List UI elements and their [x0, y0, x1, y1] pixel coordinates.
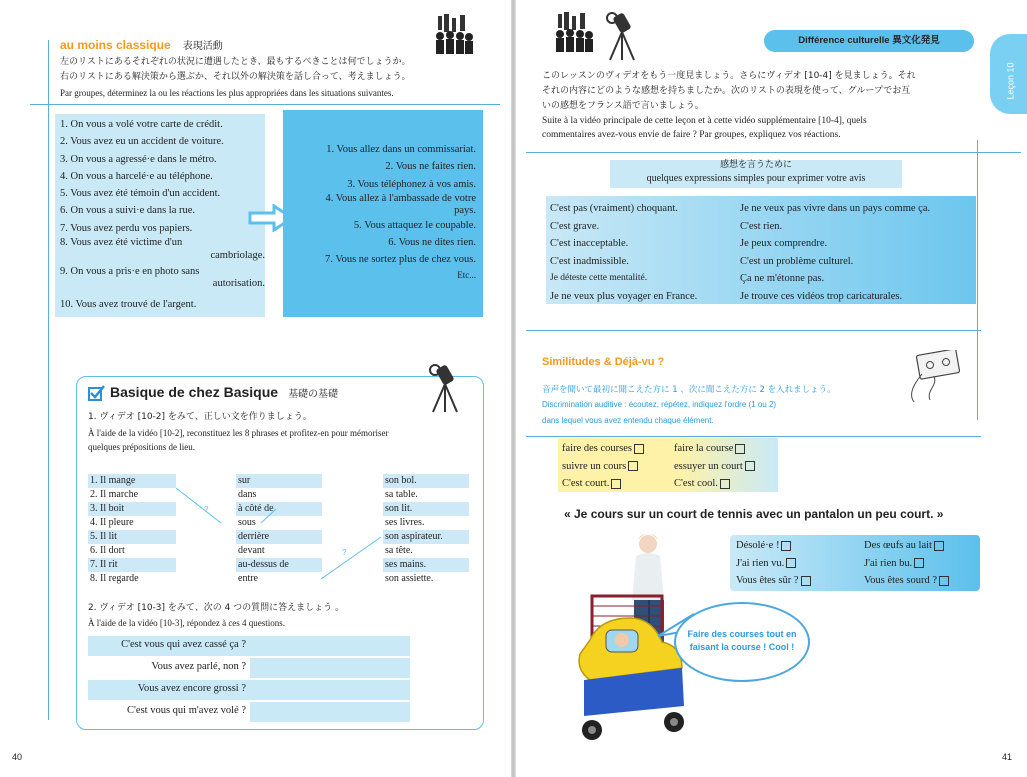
pair-item[interactable]: faire des courses — [562, 440, 644, 458]
situation-item: 3. On vous a agressé·e dans le métro. — [60, 153, 217, 165]
intro-fr-2: commentaires avez-vous envie de faire ? Par groupes, expliquez vos réactions. — [542, 130, 841, 140]
similitudes-instr-fr-2: dans lequel vous avez entendu chaque élément. — [542, 416, 714, 425]
expression-item: Je peux comprendre. — [740, 238, 828, 249]
object-cell: ses mains. — [383, 558, 469, 572]
replies-right — [864, 537, 949, 590]
page-number: 41 — [1002, 752, 1013, 762]
intro-jp-1: このレッスンのヴィデオをもう一度見ましょう。さらにヴィデオ [10-4] を見ましょう。それ — [542, 71, 916, 81]
instruction-jp-2: 右のリストにある解決策から選ぶか、それ以外の解決策を話し合って、考えましょう。 — [60, 72, 411, 82]
people-crowd-icon — [552, 12, 596, 54]
basique-title — [110, 384, 338, 402]
similitudes-instr-jp: 音声を聞いて最初に聞こえた方に 1 、次に聞こえた方に 2 を入れましょう。 — [542, 385, 836, 395]
section-title-fr: au moins classique — [60, 38, 171, 52]
situation-item: cambriolage. — [210, 250, 265, 262]
subject-cell: 4. Il pleure — [90, 517, 134, 528]
subject-cell: 2. Il marche — [90, 489, 139, 500]
expression-item: C'est inadmissible. — [550, 255, 629, 267]
solution-item: 2. Vous ne faites rien. — [385, 161, 476, 173]
divider — [526, 436, 981, 437]
answer-checkbox[interactable] — [628, 461, 638, 471]
questions-table — [88, 636, 410, 722]
speech-bubble: Faire des courses tout en faisant la course ! Cool ! — [674, 602, 810, 682]
margin-line — [48, 40, 49, 720]
pair-item[interactable]: essuyer un court — [674, 458, 755, 476]
situation-item: autorisation. — [212, 278, 265, 290]
solution-item: 4. Vous allez à l'ambassade de votre — [325, 192, 476, 204]
matching-lines — [176, 474, 386, 586]
situation-item: 5. Vous avez été témoin d'un accident. — [60, 188, 221, 200]
preposition-cell: sous — [238, 517, 256, 528]
object-cell: sa table. — [385, 489, 418, 500]
question-mark: ? — [204, 505, 209, 514]
subject-cell: 3. Il boit — [88, 502, 176, 516]
situation-item: 1. On vous a volé votre carte de crédit. — [60, 119, 223, 130]
solution-item: Etc... — [457, 269, 476, 280]
margin-line — [977, 140, 978, 420]
expressions-left — [550, 200, 740, 305]
solution-item: 3. Vous téléphonez à vos amis. — [347, 178, 476, 190]
object-cell: son assiette. — [385, 573, 434, 584]
q1-jp: 1. ヴィデオ [10-2] をみて、正しい文を作りましょう。 — [88, 412, 312, 422]
situation-item: 4. On vous a harcelé·e au téléphone. — [60, 170, 213, 182]
intro-fr-1: Suite à la vidéo principale de cette leçon et à cette vidéo supplémentaire [10-4], quels — [542, 116, 867, 126]
pair-item[interactable]: faire la course — [674, 440, 755, 458]
expression-item: C'est inacceptable. — [550, 238, 629, 249]
answer-checkbox[interactable] — [634, 444, 644, 454]
situation-item: 9. On vous a pris·e en photo sans — [60, 266, 200, 278]
situation-item: 6. On vous a suivi·e dans la rue. — [60, 205, 196, 217]
subject-cell: 7. Il rit — [88, 558, 176, 572]
q1-fr-1: À l'aide de la vidéo [10-2], reconstituez les 8 phrases et profitez-en pour mémoriser — [88, 428, 389, 438]
left-page — [0, 0, 511, 777]
object-cell: ses livres. — [385, 517, 425, 528]
divider — [30, 104, 500, 105]
reply-item[interactable]: Vous êtes sûr ? — [736, 572, 811, 590]
situation-item: 2. Vous avez eu un accident de voiture. — [60, 136, 224, 148]
expression-item: C'est un problème culturel. — [740, 255, 854, 267]
divider — [526, 152, 1021, 153]
preposition-cell: entre — [238, 573, 258, 584]
answer-checkbox[interactable] — [611, 479, 621, 489]
preposition-cell: à côté de — [236, 502, 322, 516]
expression-item: Je ne veux pas vivre dans un pays comme ça. — [740, 203, 931, 214]
answer-checkbox[interactable] — [786, 558, 796, 568]
section-au-moins-classique — [60, 36, 223, 54]
question-row: Vous avez parlé, non ? — [151, 661, 246, 672]
object-cell: sa tête. — [385, 545, 413, 556]
situation-item: 8. Vous avez été victime d'un — [60, 237, 183, 249]
subject-cell: 1. Il mange — [88, 474, 176, 488]
situations-list — [60, 116, 265, 313]
pair-item[interactable]: suivre un cours — [562, 458, 644, 476]
checkbox-checked-icon — [88, 385, 106, 401]
solution-item: pays. — [454, 204, 476, 216]
expressions-title-jp: 感想を言うために — [719, 160, 792, 170]
solution-item: 7. Vous ne sortez plus de chez vous. — [325, 254, 476, 266]
pair-item[interactable]: C'est court. — [562, 475, 644, 493]
expressions-right — [740, 200, 976, 305]
lesson-tab — [990, 34, 1027, 114]
expression-item: C'est grave. — [550, 220, 600, 232]
preposition-cell: dans — [238, 489, 257, 500]
subject-cell: 8. Il regarde — [90, 573, 139, 584]
divider — [526, 330, 981, 331]
expression-item: Ça ne m'étonne pas. — [740, 273, 825, 284]
question-row: C'est vous qui avez cassé ça ? — [121, 639, 246, 650]
preposition-cell: sur — [236, 474, 322, 488]
pairs-right — [674, 440, 755, 493]
section-title-jp: 表現活動 — [182, 41, 223, 52]
film-camera-icon — [425, 362, 465, 414]
page-number: 40 — [12, 752, 23, 762]
instruction-jp-1: 左のリストにあるそれぞれの状況に遭遇したとき、最もするべきことは何でしょうか。 — [60, 57, 411, 67]
film-camera-icon — [602, 10, 642, 62]
situation-item: 10. Vous avez trouvé de l'argent. — [60, 299, 197, 311]
instruction-fr: Par groupes, déterminez la ou les réactions les plus appropriées dans les situations suivantes. — [60, 88, 394, 98]
question-row: C'est vous qui m'avez volé ? — [127, 705, 246, 716]
expression-item: C'est rien. — [740, 220, 783, 232]
answer-checkbox[interactable] — [781, 541, 791, 551]
answer-checkbox[interactable] — [801, 576, 811, 586]
object-cell: son bol. — [383, 474, 469, 488]
right-page — [516, 0, 1027, 777]
replies-left — [736, 537, 811, 590]
subject-cell: 5. Il lit — [88, 530, 176, 544]
q1-fr-2: quelques prépositions de lieu. — [88, 442, 195, 452]
object-cell: son lit. — [383, 502, 469, 516]
people-crowd-icon — [432, 14, 476, 56]
intro-jp-3: いの感想をフランス語で言いましょう。 — [542, 101, 704, 111]
answer-checkbox[interactable] — [939, 576, 949, 586]
expression-item: C'est pas (vraiment) choquant. — [550, 203, 678, 214]
cultural-difference-badge: Différence culturelle 異文化発見 — [764, 30, 974, 52]
solution-item: 5. Vous attaquez le coupable. — [353, 219, 476, 231]
pairs-left — [562, 440, 644, 493]
cassette-tape-icon — [904, 350, 964, 408]
basique-title-fr: Basique de chez Basique — [110, 384, 279, 400]
subject-cell: 6. Il dort — [90, 545, 125, 556]
q2-jp: 2. ヴィデオ [10-3] をみて、次の 4 つの質問に答えましょう 。 — [88, 603, 345, 613]
basique-title-jp: 基礎の基礎 — [288, 389, 339, 400]
solution-item: 6. Vous ne dites rien. — [388, 237, 476, 249]
answer-checkbox[interactable] — [934, 541, 944, 551]
reply-item[interactable]: J'ai rien bu. — [864, 555, 949, 573]
answer-checkbox[interactable] — [720, 479, 730, 489]
object-cell: son aspirateur. — [383, 530, 469, 544]
answer-checkbox[interactable] — [735, 444, 745, 454]
q2-fr: À l'aide de la vidéo [10-3], répondez à ces 4 questions. — [88, 618, 286, 628]
answer-checkbox[interactable] — [914, 558, 924, 568]
preposition-cell: derrière — [236, 530, 322, 544]
reply-item[interactable]: Vous êtes sourd ? — [864, 572, 949, 590]
solutions-list — [288, 141, 476, 281]
pair-item[interactable]: C'est cool. — [674, 475, 755, 493]
tongue-twister-quote: « Je cours sur un court de tennis avec un pantalon un peu court. » — [564, 507, 944, 521]
similitudes-instr-fr-1: Discrimination auditive : écoutez, répétez, indiquez l'ordre (1 ou 2) — [542, 400, 777, 409]
preposition-cell: au-dessus de — [236, 558, 322, 572]
expression-item: Je trouve ces vidéos trop caricaturales. — [740, 290, 903, 302]
similitudes-title: Similitudes & Déjà-vu ? — [542, 356, 665, 368]
reply-item[interactable]: Désolé·e ! — [736, 537, 811, 555]
answer-checkbox[interactable] — [745, 461, 755, 471]
expressions-title-fr: quelques expressions simples pour exprimer votre avis — [646, 173, 866, 184]
solution-item: 1. Vous allez dans un commissariat. — [326, 144, 476, 155]
reply-item[interactable]: J'ai rien vu. — [736, 555, 811, 573]
situation-item: 7. Vous avez perdu vos papiers. — [60, 222, 193, 234]
reply-item[interactable]: Des œufs au lait — [864, 537, 949, 555]
lesson-tab-label: Leçon 10 — [1005, 62, 1016, 100]
expression-item: Je déteste cette mentalité. — [550, 273, 648, 283]
question-mark: ? — [342, 548, 347, 557]
preposition-cell: devant — [238, 545, 265, 556]
expression-item: Je ne veux plus voyager en France. — [550, 290, 698, 302]
intro-jp-2: それの内容にどのような感想を持ちましたか。次のリストの表現を使って、グループでお互 — [542, 86, 911, 96]
question-row: Vous avez encore grossi ? — [137, 683, 246, 694]
